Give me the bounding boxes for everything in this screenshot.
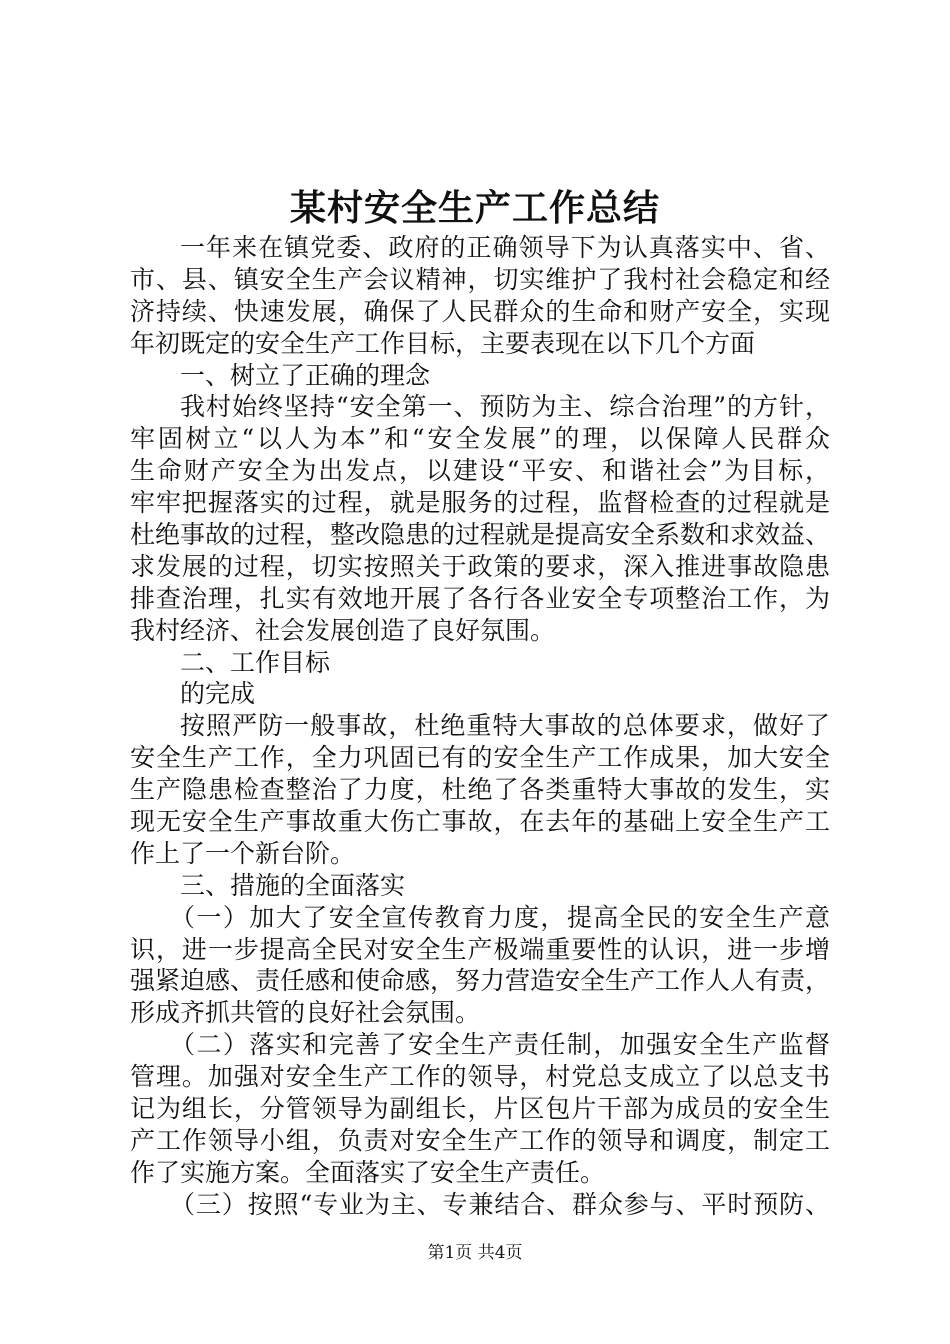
text-line: 年初既定的安全生产工作目标，主要表现在以下几个方面 bbox=[130, 328, 756, 358]
text-line: 产工作领导小组，负责对安全生产工作的领导和调度，制定工 bbox=[130, 1125, 830, 1155]
text-line: 生命财产安全为出发点，以建设“平安、和谐社会”为目标， bbox=[130, 456, 830, 486]
text-line: 排查治理，扎实有效地开展了各行各业安全专项整治工作，为 bbox=[130, 583, 830, 613]
text-line: 作上了一个新台阶。 bbox=[130, 838, 356, 868]
text-line: 杜绝事故的过程，整改隐患的过程就是提高安全系数和求效益、 bbox=[130, 520, 831, 550]
text-line: （一）加大了安全宣传教育力度，提高全民的安全生产意 bbox=[170, 902, 830, 932]
text-line: 我村始终坚持“安全第一、预防为主、综合治理”的方针， bbox=[180, 392, 830, 422]
document-body bbox=[130, 232, 830, 1221]
text-line: 形成齐抓共管的良好社会氛围。 bbox=[130, 998, 481, 1028]
document-title: 某村安全生产工作总结 bbox=[289, 187, 660, 229]
text-line: 一年来在镇党委、政府的正确领导下为认真落实中、省、 bbox=[180, 233, 830, 262]
section-heading: 的完成 bbox=[180, 679, 256, 709]
text-line: 生产隐患检查整治了力度，杜绝了各类重特大事故的发生，实 bbox=[130, 775, 830, 805]
text-line: （二）落实和完善了安全生产责任制，加强安全生产监督 bbox=[170, 1030, 830, 1060]
text-line: （三）按照“专业为主、专兼结合、群众参与、平时预防、 bbox=[170, 1189, 830, 1219]
text-line: 强紧迫感、责任感和使命感，努力营造安全生产工作人人有责， bbox=[130, 966, 831, 996]
text-line: 作了实施方案。全面落实了安全生产责任。 bbox=[130, 1157, 606, 1187]
section-heading: 一、树立了正确的理念 bbox=[180, 360, 431, 390]
text-line: 记为组长，分管领导为副组长，片区包片干部为成员的安全生 bbox=[130, 1094, 830, 1124]
text-line: 牢牢把握落实的过程，就是服务的过程，监督检查的过程就是 bbox=[130, 488, 830, 518]
text-line: 现无安全生产事故重大伤亡事故，在去年的基础上安全生产工 bbox=[130, 807, 830, 837]
text-line: 识，进一步提高全民对安全生产极端重要性的认识，进一步增 bbox=[130, 934, 830, 964]
text-line: 市、县、镇安全生产会议精神，切实维护了我村社会稳定和经 bbox=[130, 264, 830, 294]
text-line: 求发展的过程，切实按照关于政策的要求，深入推进事故隐患 bbox=[130, 551, 830, 581]
text-line: 安全生产工作，全力巩固已有的安全生产工作成果，加大安全 bbox=[130, 743, 830, 773]
text-line: 牢固树立“以人为本”和“安全发展”的理，以保障人民群众 bbox=[130, 424, 830, 454]
text-line: 济持续、快速发展，确保了人民群众的生命和财产安全，实现 bbox=[130, 296, 830, 326]
text-line: 我村经济、社会发展创造了良好氛围。 bbox=[130, 615, 556, 645]
section-heading: 三、措施的全面落实 bbox=[180, 870, 406, 900]
section-heading: 二、工作目标 bbox=[180, 647, 331, 677]
page-number: 第1页 共4页 bbox=[427, 1243, 523, 1263]
text-line: 按照严防一般事故，杜绝重特大事故的总体要求，做好了 bbox=[180, 711, 830, 741]
text-line: 管理。加强对安全生产工作的领导，村党总支成立了以总支书 bbox=[130, 1062, 830, 1092]
